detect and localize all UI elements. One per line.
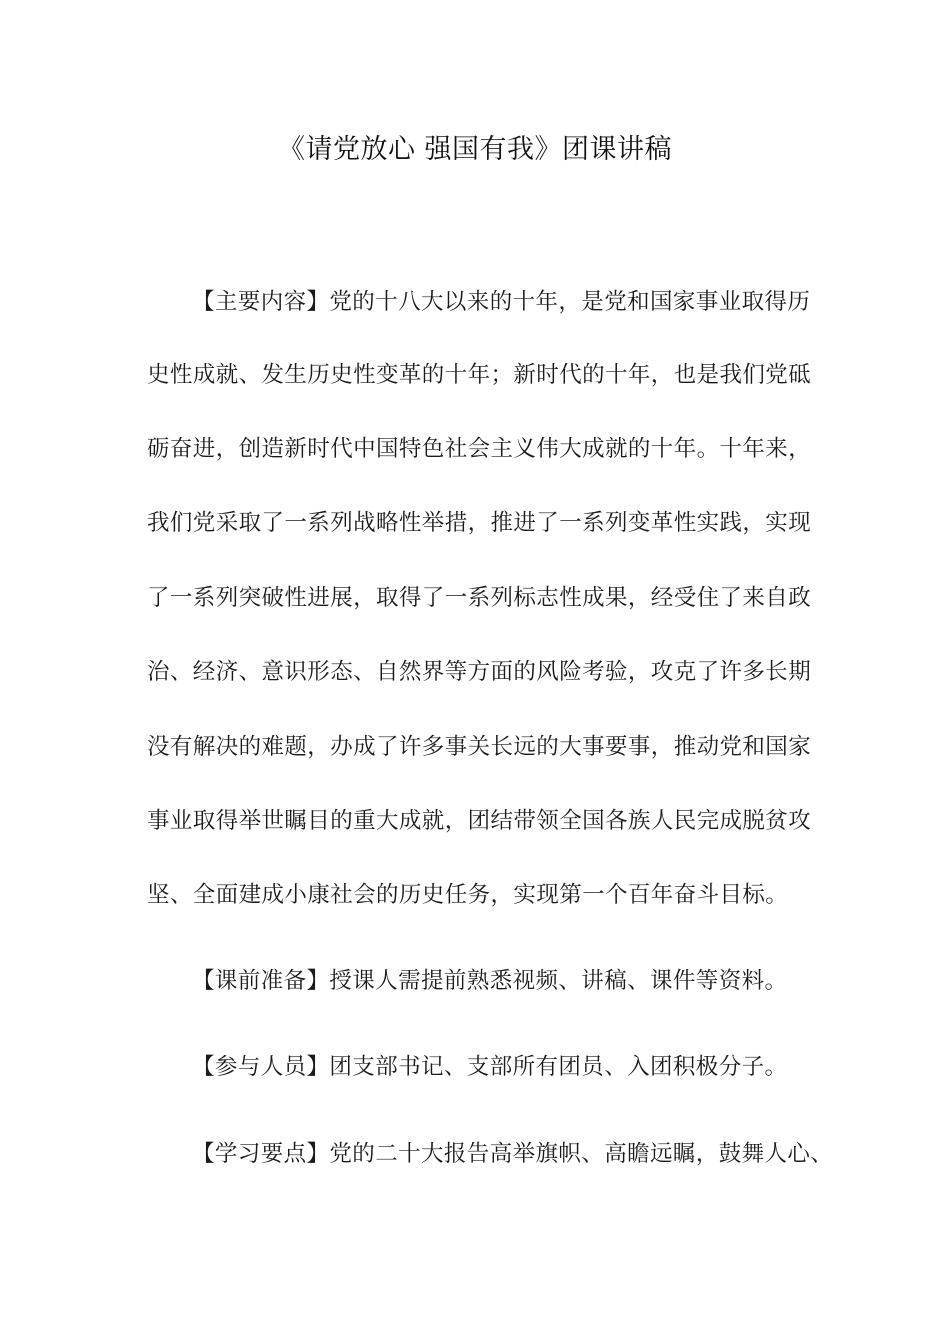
paragraph-key-points: 【学习要点】党的二十大报告高举旗帜、高瞻远瞩，鼓舞人心、 [192, 1141, 834, 1167]
paragraph-main-content-line: 治、经济、意识形态、自然界等方面的风险考验，攻克了许多长期 [147, 659, 812, 685]
paragraph-main-content-line: 了一系列突破性进展，取得了一系列标志性成果，经受住了来自政 [147, 585, 812, 611]
paragraph-participants: 【参与人员】团支部书记、支部所有团员、入团积极分子。 [192, 1054, 788, 1080]
document-title: 《请党放心 强国有我》团课讲稿 [277, 134, 673, 165]
paragraph-main-content-line: 我们党采取了一系列战略性举措，推进了一系列变革性实践，实现 [147, 510, 812, 536]
paragraph-main-content-line: 【主要内容】党的十八大以来的十年，是党和国家事业取得历 [192, 289, 811, 315]
paragraph-preparation: 【课前准备】授课人需提前熟悉视频、讲稿、课件等资料。 [192, 968, 788, 994]
paragraph-main-content-line: 事业取得举世瞩目的重大成就，团结带领全国各族人民完成脱贫攻 [147, 808, 812, 834]
paragraph-main-content-line: 砺奋进，创造新时代中国特色社会主义伟大成就的十年。十年来， [147, 436, 812, 462]
paragraph-main-content-line: 坚、全面建成小康社会的历史任务，实现第一个百年奋斗目标。 [147, 882, 789, 908]
paragraph-main-content-line: 史性成就、发生历史性变革的十年；新时代的十年，也是我们党砥 [147, 362, 812, 388]
paragraph-main-content-line: 没有解决的难题，办成了许多事关长远的大事要事，推动党和国家 [147, 734, 812, 760]
